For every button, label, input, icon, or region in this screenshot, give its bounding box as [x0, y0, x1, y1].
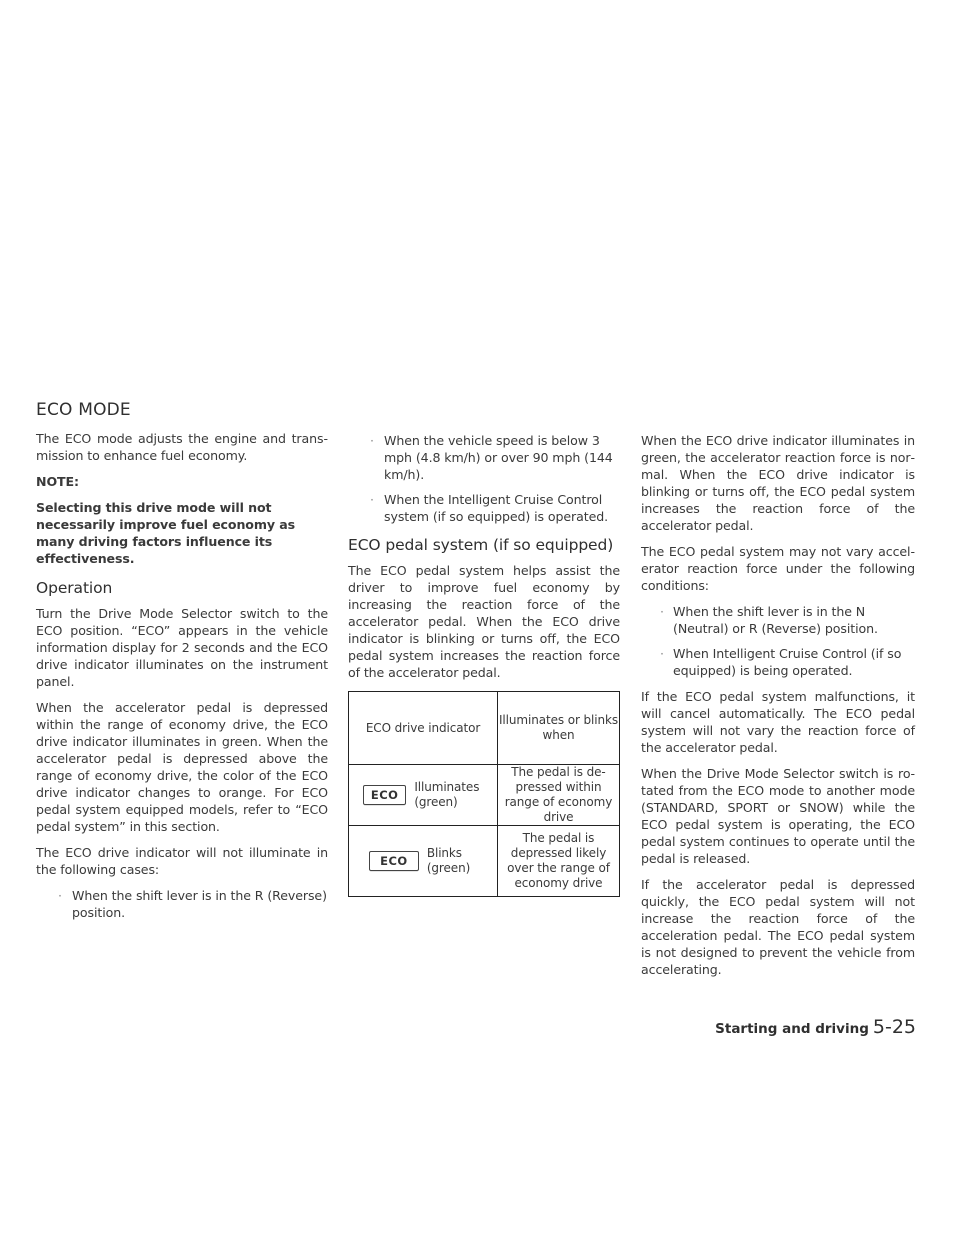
- note-body: Selecting this drive mode will not necessarily improve fuel economy as many driving factors influence its effectiveness.: [36, 500, 296, 566]
- page-number: 5-25: [872, 1016, 916, 1038]
- page-footer: [715, 1016, 916, 1038]
- bullet-dot: ·: [660, 604, 664, 619]
- operation-paragraph-3: The ECO drive indicator will not illuminate in the following cases:: [36, 845, 328, 877]
- eco-pedal-paragraph: The ECO pedal system helps assist the driver to improve fuel economy by increasing the reaction force of the accelerator pedal. When the ECO drive indicator is blinking or turns off, the ECO pedal system increases the reaction force of the accelerator pedal.: [348, 563, 620, 680]
- bullet-cruise-control: [641, 645, 915, 679]
- column-left: [36, 402, 328, 930]
- operation-paragraph-1: Turn the Drive Mode Selector switch to the ECO position. “ECO” appears in the vehicle information display for 2 seconds and the ECO drive indicator illuminates on the instrument panel.: [36, 606, 328, 689]
- table-row: [349, 826, 620, 897]
- bullet-text: When the shift lever is in the N (Neutral) or R (Reverse) position.: [673, 604, 878, 636]
- condition-cell: The pedal is depressed within range of economy drive: [498, 765, 620, 826]
- bullet-text: When Intelligent Cruise Control (if so equipped) is being operated.: [673, 646, 902, 678]
- indicator-state-label: Blinks (green): [426, 846, 471, 875]
- paragraph: When the ECO drive indicator illuminates in green, the accelerator reaction force is normal. When the ECO drive indicator is blinking or turns off, the ECO pedal system increases the reaction force of the accelerator pedal.: [641, 433, 915, 533]
- bullet-neutral-reverse: [641, 603, 915, 637]
- operation-heading: Operation: [36, 579, 113, 597]
- note-label: NOTE:: [36, 474, 79, 489]
- bullet-dot: ·: [660, 646, 664, 661]
- bullet-dot: ·: [370, 492, 374, 507]
- condition-cell: The pedal is depressed likely over the range of economy drive: [498, 826, 620, 897]
- intro-paragraph: The ECO mode adjusts the engine and transmission to enhance fuel economy.: [36, 431, 328, 463]
- bullet-reverse: [36, 887, 328, 921]
- paragraph: When the Drive Mode Selector switch is rotated from the ECO mode to another mode (STANDARD, SPORT or SNOW) while the ECO pedal system is operating, the ECO pedal system continues to operate until the pedal is released.: [641, 766, 915, 866]
- eco-indicator-table: [348, 691, 620, 897]
- eco-pedal-heading: ECO pedal system (if so equipped): [348, 536, 614, 554]
- table-row: [349, 765, 620, 826]
- bullet-dot: ·: [370, 433, 374, 448]
- bullet-text: When the Intelligent Cruise Control system (if so equipped) is operated.: [384, 492, 609, 524]
- bullet-dot: ·: [58, 888, 62, 903]
- table-header-row: [349, 692, 620, 765]
- column-right: [641, 432, 915, 987]
- bullet-text: When the vehicle speed is below 3 mph (4.8 km/h) or over 90 mph (144 km/h).: [384, 433, 613, 482]
- table-header-indicator: ECO drive indicator: [349, 692, 498, 765]
- section-title: ECO MODE: [36, 400, 131, 420]
- bullet-speed: [348, 432, 620, 483]
- bullet-cruise: [348, 491, 620, 525]
- bullet-text: When the shift lever is in the R (Reverse) position.: [72, 888, 327, 920]
- footer-section-title: Starting and driving: [715, 1021, 869, 1037]
- paragraph: If the ECO pedal system malfunctions, it will cancel automatically. The ECO pedal system will not vary the reaction force of the accelerator pedal.: [641, 689, 915, 755]
- column-middle: [348, 432, 620, 897]
- paragraph: If the accelerator pedal is depressed quickly, the ECO pedal system will not increase the reaction force of the acceleration pedal. The ECO pedal system is not designed to prevent the vehicle from accelerating.: [641, 877, 915, 977]
- paragraph: The ECO pedal system may not vary accelerator reaction force under the following conditions:: [641, 544, 915, 593]
- indicator-state-label: Illuminates (green): [414, 780, 480, 809]
- table-header-condition: Illuminates or blinks when: [498, 692, 620, 765]
- eco-indicator-icon: ECO: [363, 785, 406, 805]
- operation-paragraph-2: When the accelerator pedal is depressed within the range of economy drive, the ECO drive indicator illuminates in green. When the accelerator pedal is depressed above the range of economy drive, the color of the ECO drive indicator changes to orange. For ECO pedal system equipped models, refer to “ECO pedal system” in this section.: [36, 700, 328, 834]
- eco-indicator-icon: ECO: [369, 851, 419, 871]
